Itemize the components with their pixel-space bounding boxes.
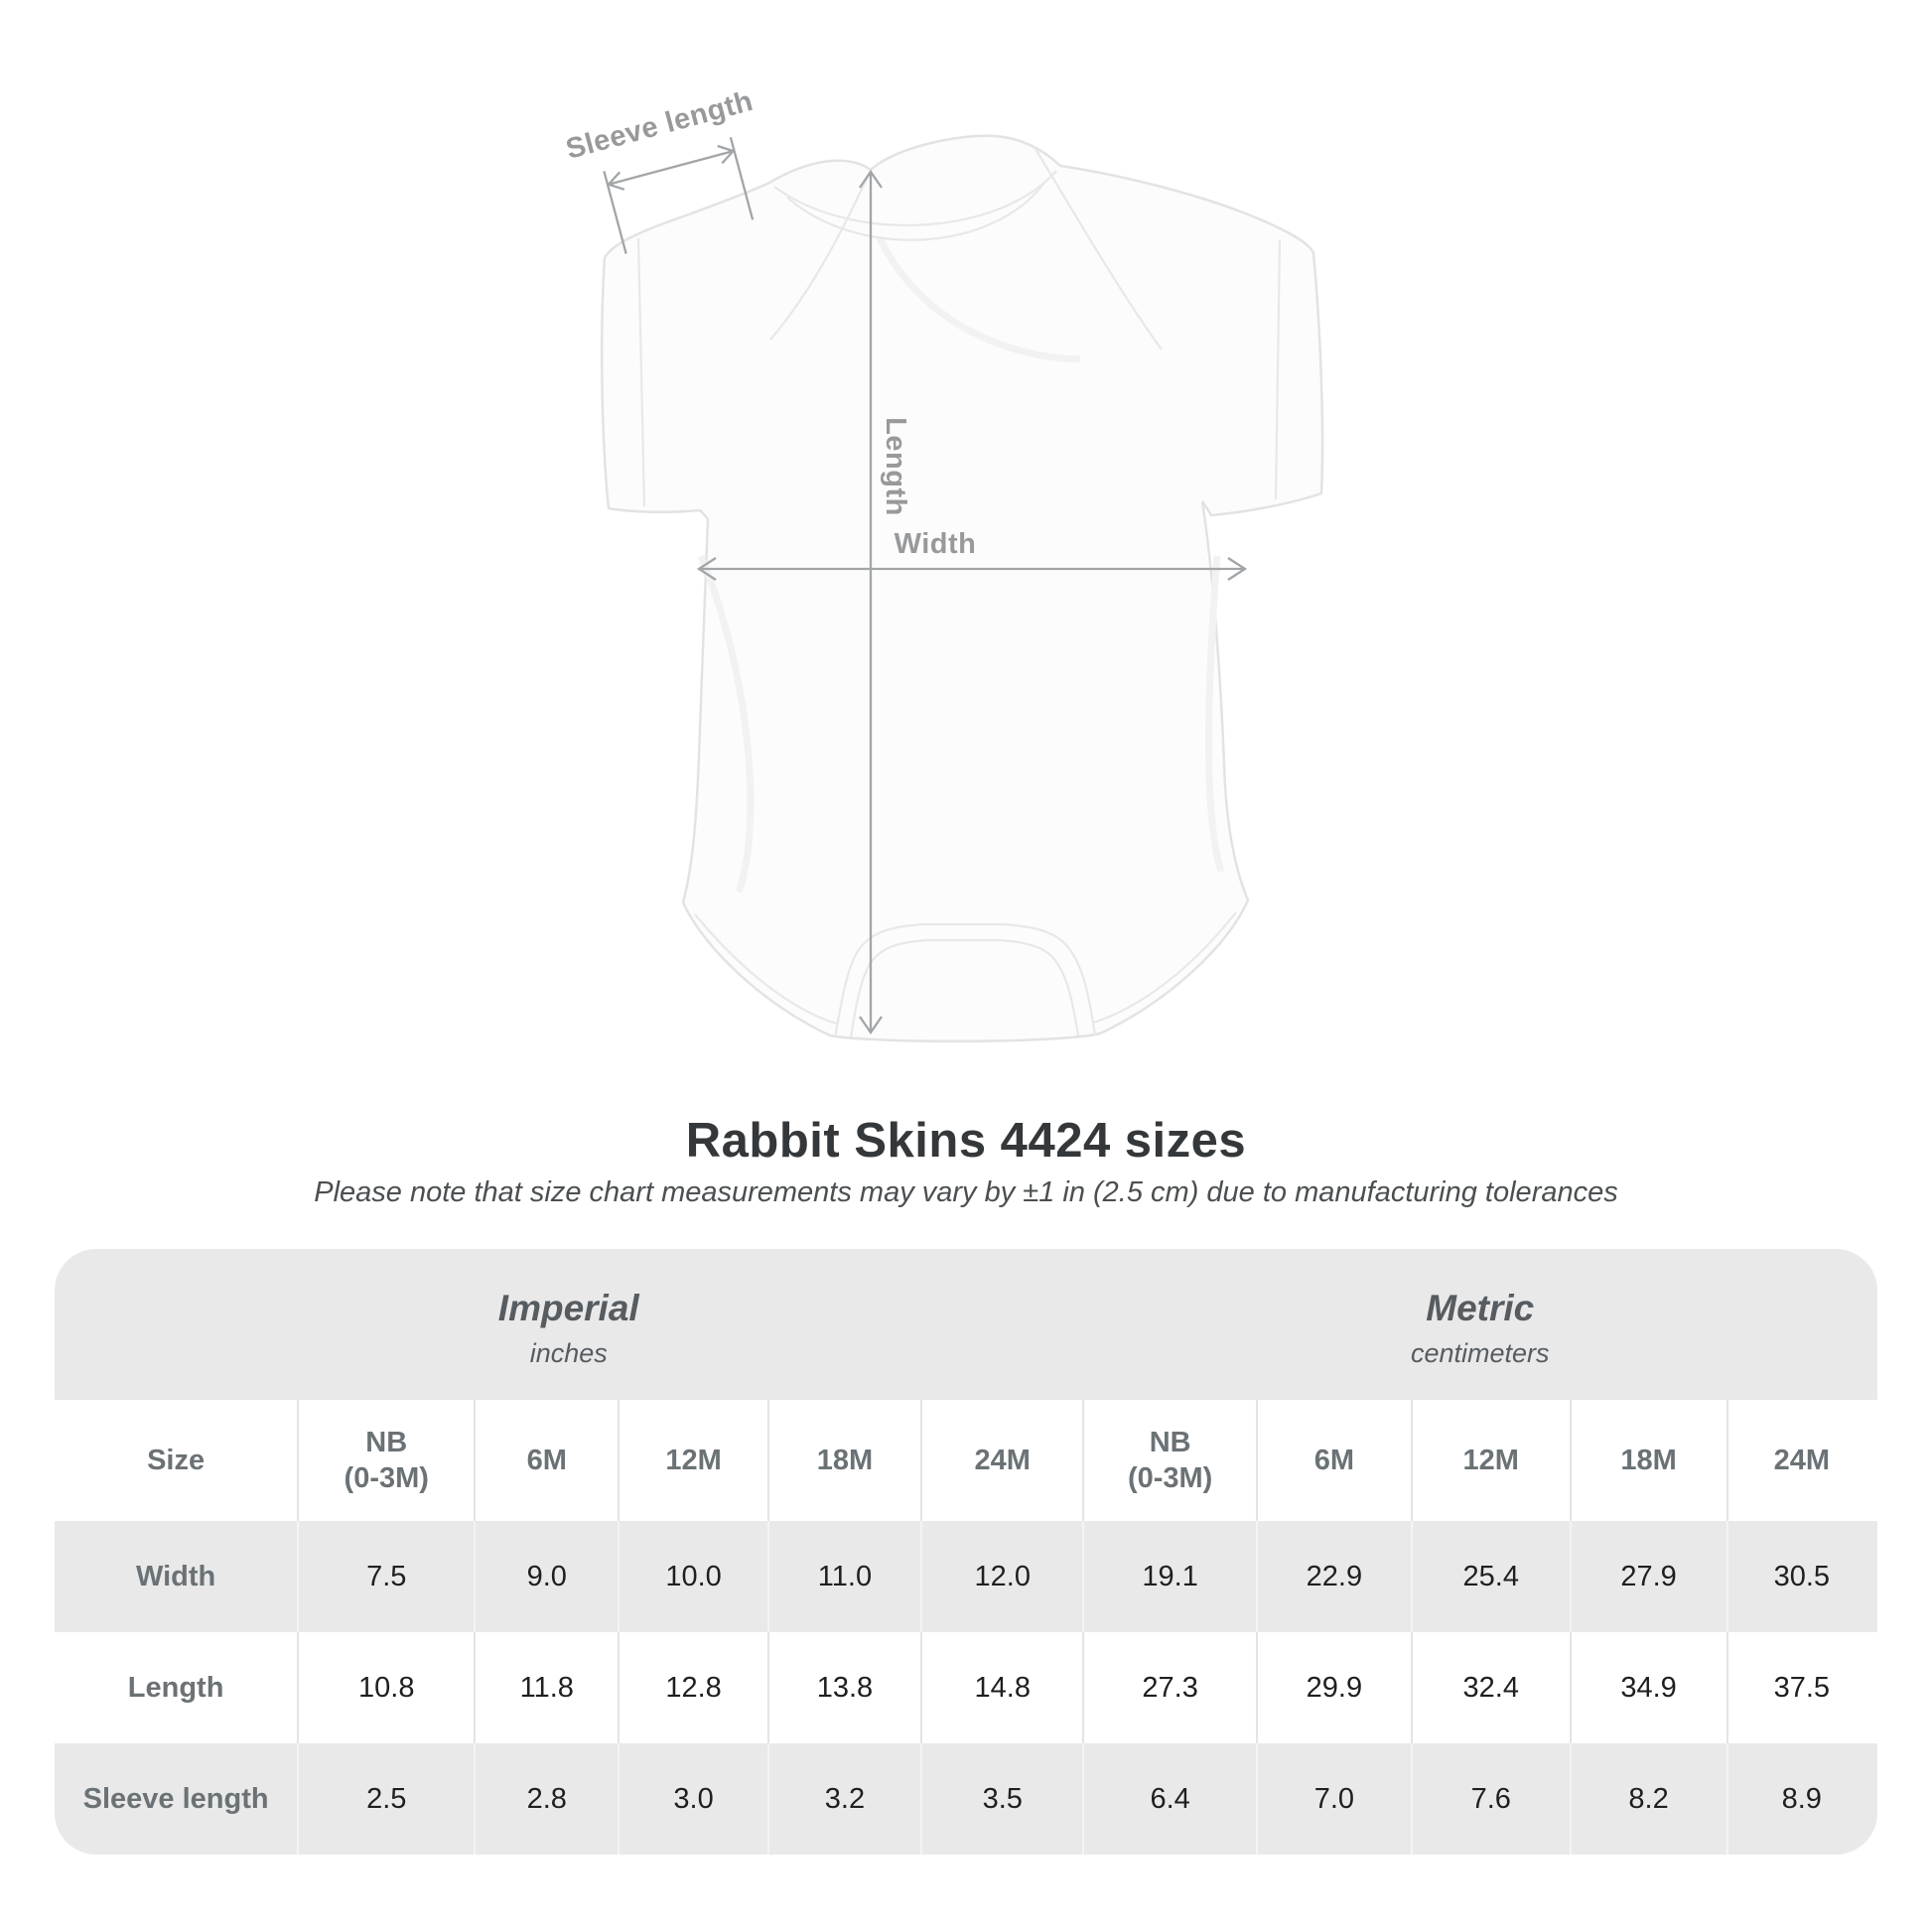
value-cell: 27.3 bbox=[1082, 1632, 1255, 1743]
col-header-imperial-12m: 12M bbox=[618, 1400, 767, 1521]
value-cell: 25.4 bbox=[1411, 1521, 1570, 1632]
col-header-imperial-6m: 6M bbox=[474, 1400, 618, 1521]
length-label: Length bbox=[880, 417, 911, 516]
unit-group-row bbox=[55, 1249, 1877, 1400]
col-header-metric-24m: 24M bbox=[1726, 1400, 1876, 1521]
col-header-metric-18m: 18M bbox=[1570, 1400, 1726, 1521]
value-cell: 2.5 bbox=[297, 1743, 474, 1855]
table-row-length bbox=[55, 1632, 1877, 1743]
col-header-metric-6m: 6M bbox=[1256, 1400, 1411, 1521]
row-label: Length bbox=[127, 1671, 224, 1704]
value-cell: 11.0 bbox=[767, 1521, 920, 1632]
value-cell: 7.5 bbox=[297, 1521, 474, 1632]
value-cell: 10.8 bbox=[297, 1632, 474, 1743]
metric-label: Metric bbox=[1426, 1288, 1535, 1328]
value-cell: 10.0 bbox=[618, 1521, 767, 1632]
width-label: Width bbox=[894, 528, 977, 560]
col-header-imperial-24m: 24M bbox=[920, 1400, 1082, 1521]
value-cell: 32.4 bbox=[1411, 1632, 1570, 1743]
value-cell: 34.9 bbox=[1570, 1632, 1726, 1743]
value-cell: 9.0 bbox=[474, 1521, 618, 1632]
imperial-label: Imperial bbox=[497, 1288, 639, 1328]
page-title: Rabbit Skins 4424 sizes bbox=[685, 1114, 1247, 1168]
imperial-units: inches bbox=[529, 1338, 608, 1368]
imperial-group-header bbox=[55, 1249, 1083, 1400]
col-header-line2: (0-3M) bbox=[344, 1462, 429, 1494]
metric-units: centimeters bbox=[1410, 1338, 1550, 1368]
value-cell: 29.9 bbox=[1256, 1632, 1411, 1743]
value-cell: 3.5 bbox=[920, 1743, 1082, 1855]
value-cell: 7.6 bbox=[1411, 1743, 1570, 1855]
value-cell: 12.0 bbox=[920, 1521, 1082, 1632]
value-cell: 27.9 bbox=[1570, 1521, 1726, 1632]
col-header-line2: (0-3M) bbox=[1127, 1462, 1213, 1494]
value-cell: 11.8 bbox=[474, 1632, 618, 1743]
value-cell: 7.0 bbox=[1256, 1743, 1411, 1855]
metric-group-header bbox=[1083, 1249, 1877, 1400]
table-row-sleeve-length bbox=[55, 1743, 1877, 1855]
row-label: Sleeve length bbox=[82, 1782, 269, 1815]
row-label: Width bbox=[135, 1560, 216, 1592]
table-row-width bbox=[55, 1521, 1877, 1632]
col-header-imperial-nb bbox=[297, 1400, 474, 1521]
size-corner-cell: Size bbox=[147, 1444, 206, 1476]
value-cell: 2.8 bbox=[474, 1743, 618, 1855]
value-cell: 22.9 bbox=[1256, 1521, 1411, 1632]
value-cell: 30.5 bbox=[1726, 1521, 1876, 1632]
value-cell: 14.8 bbox=[920, 1632, 1082, 1743]
col-header-metric-nb bbox=[1082, 1400, 1255, 1521]
value-cell: 12.8 bbox=[618, 1632, 767, 1743]
value-cell: 37.5 bbox=[1726, 1632, 1876, 1743]
col-header-metric-12m: 12M bbox=[1411, 1400, 1570, 1521]
sleeve-length-label: Sleeve length bbox=[562, 84, 757, 166]
size-table bbox=[55, 1249, 1877, 1855]
col-header-line1: NB bbox=[1149, 1426, 1191, 1458]
value-cell: 3.2 bbox=[767, 1743, 920, 1855]
value-cell: 3.0 bbox=[618, 1743, 767, 1855]
col-header-imperial-18m: 18M bbox=[767, 1400, 920, 1521]
value-cell: 19.1 bbox=[1082, 1521, 1255, 1632]
value-cell: 8.9 bbox=[1726, 1743, 1876, 1855]
value-cell: 13.8 bbox=[767, 1632, 920, 1743]
value-cell: 6.4 bbox=[1082, 1743, 1255, 1855]
col-header-line1: NB bbox=[365, 1426, 408, 1458]
tolerance-note: Please note that size chart measurements may vary by ±1 in (2.5 cm) due to manufacturing tolerances bbox=[314, 1176, 1618, 1208]
size-header-row bbox=[55, 1400, 1877, 1521]
value-cell: 8.2 bbox=[1570, 1743, 1726, 1855]
sleeve-dimension-line bbox=[609, 151, 734, 185]
